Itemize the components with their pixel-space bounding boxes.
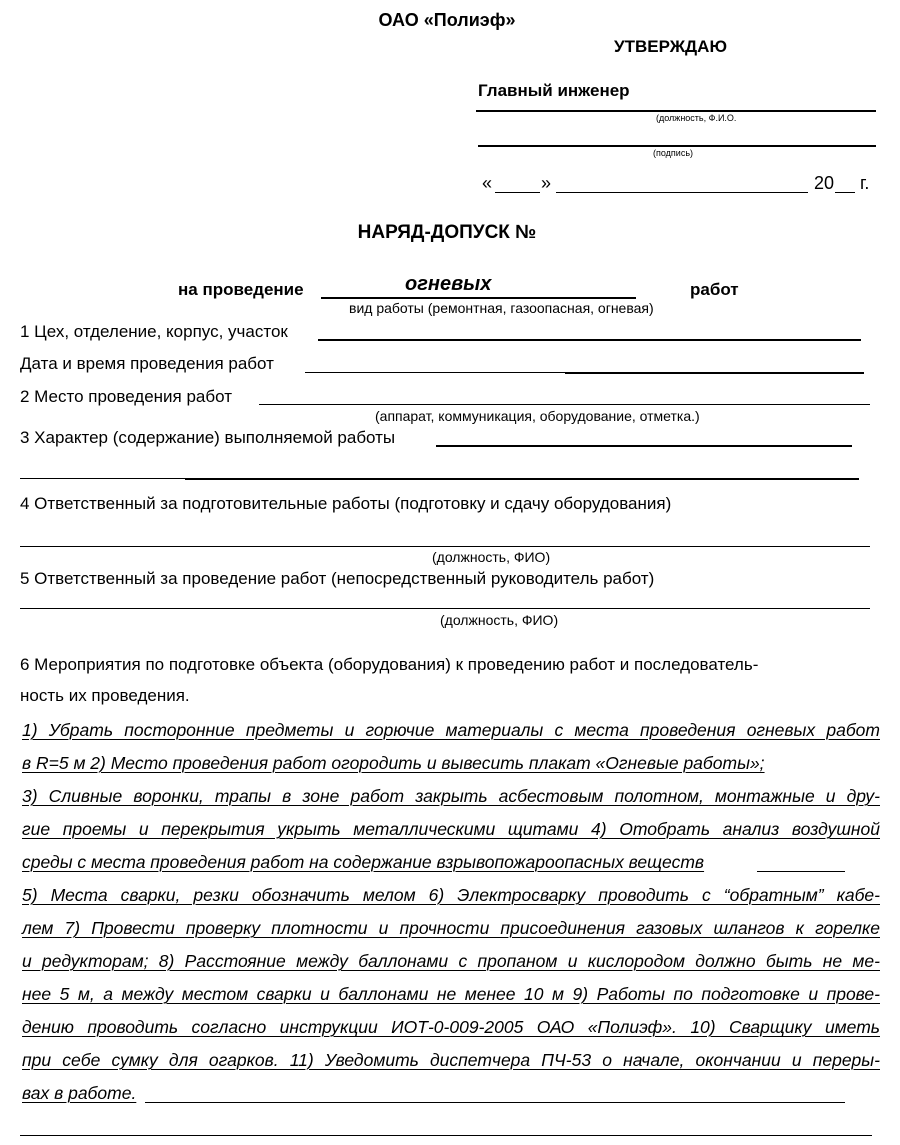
- date-close-quote: »: [541, 173, 552, 193]
- work-type-prefix: на проведение: [178, 280, 304, 299]
- measure-line: лем 7) Провести проверку плотности и прочности присоединения газовых шлангов к горелке: [22, 918, 880, 938]
- date-year-prefix: 20: [814, 173, 835, 193]
- measure-line: 1) Убрать посторонние предметы и горючие материалы с места проведения огневых работ: [22, 720, 880, 740]
- field-3-extra-line-left: [20, 478, 185, 479]
- signature-line: [478, 145, 876, 147]
- date-time-line-left: [305, 372, 565, 373]
- approver-position-line: [476, 110, 876, 112]
- organization-name: ОАО «Полиэф»: [378, 10, 516, 30]
- work-type-line: [321, 297, 636, 299]
- field-3-line: [436, 445, 852, 447]
- field-5-label: 5 Ответственный за проведение работ (непосредственный руководитель работ): [20, 569, 655, 588]
- date-day-blank: [495, 192, 540, 193]
- field-1-label: 1 Цех, отделение, корпус, участок: [20, 322, 288, 341]
- field-5-caption: (должность, ФИО): [440, 612, 559, 628]
- measure-line: вах в работе.: [22, 1083, 137, 1103]
- work-type-value: огневых: [405, 273, 492, 295]
- measure-line: в R=5 м 2) Место проведения работ огородить и вывесить плакат «Огневые работы»;: [22, 753, 765, 773]
- field-4-caption: (должность, ФИО): [432, 549, 551, 565]
- section-6-blank-line: [20, 1135, 872, 1136]
- field-1-line: [318, 339, 861, 341]
- field-2-caption: (аппарат, коммуникация, оборудование, отметка.): [375, 408, 700, 424]
- position-caption: (должность, Ф.И.О.: [656, 113, 737, 123]
- field-3-label: 3 Характер (содержание) выполняемой работы: [20, 428, 396, 447]
- measure-line-trailing-blank: [757, 871, 845, 872]
- date-year-suffix: г.: [860, 173, 870, 193]
- approver-title: Главный инженер: [478, 81, 630, 100]
- measure-line: нее 5 м, а между местом сварки и баллонами не менее 10 м 9) Работы по подготовке и прове-: [22, 984, 880, 1004]
- field-2-label: 2 Место проведения работ: [20, 387, 232, 406]
- measure-line: гие проемы и перекрытия укрыть металлическими щитами 4) Отобрать анализ воздушной: [22, 819, 880, 839]
- field-3-extra-line-right: [185, 478, 859, 480]
- measure-line: 5) Места сварки, резки обозначить мелом 6) Электросварку проводить с “обратным” кабе-: [22, 885, 880, 905]
- work-type-suffix: работ: [690, 280, 739, 299]
- date-month-blank: [556, 192, 808, 193]
- approve-stamp: УТВЕРЖДАЮ: [614, 37, 727, 56]
- signature-caption: (подпись): [653, 148, 694, 158]
- field-5-line: [20, 608, 870, 609]
- section-6-heading-line-2: ность их проведения.: [20, 686, 190, 705]
- date-time-line-right: [565, 372, 864, 374]
- measure-line: и редукторам; 8) Расстояние между баллонами с пропаном и кислородом должно быть не ме-: [22, 951, 880, 971]
- work-type-caption: вид работы (ремонтная, газоопасная, огневая): [349, 300, 654, 316]
- measure-line: среды с места проведения работ на содержание взрывопожароопасных веществ: [22, 852, 705, 872]
- measure-line: 3) Сливные воронки, трапы в зоне работ закрыть асбестовым полотном, монтажные и дру-: [22, 786, 880, 806]
- document-title: НАРЯД-ДОПУСК №: [357, 222, 537, 243]
- date-time-label: Дата и время проведения работ: [20, 354, 274, 373]
- field-2-line: [259, 404, 870, 405]
- measure-line: при себе сумку для огарков. 11) Уведомить диспетчера ПЧ-53 о начале, окончании и переры-: [22, 1050, 880, 1070]
- measure-line-trailing-blank: [145, 1102, 845, 1103]
- field-4-line: [20, 546, 870, 547]
- date-year-blank: [835, 192, 855, 193]
- measure-line: дению проводить согласно инструкции ИОТ-0-009-2005 ОАО «Полиэф». 10) Сварщику иметь: [22, 1017, 880, 1037]
- date-open-quote: «: [482, 173, 493, 193]
- field-4-label: 4 Ответственный за подготовительные работы (подготовку и сдачу оборудования): [20, 494, 672, 513]
- section-6-heading-line-1: 6 Мероприятия по подготовке объекта (оборудования) к проведению работ и последователь-: [20, 655, 759, 674]
